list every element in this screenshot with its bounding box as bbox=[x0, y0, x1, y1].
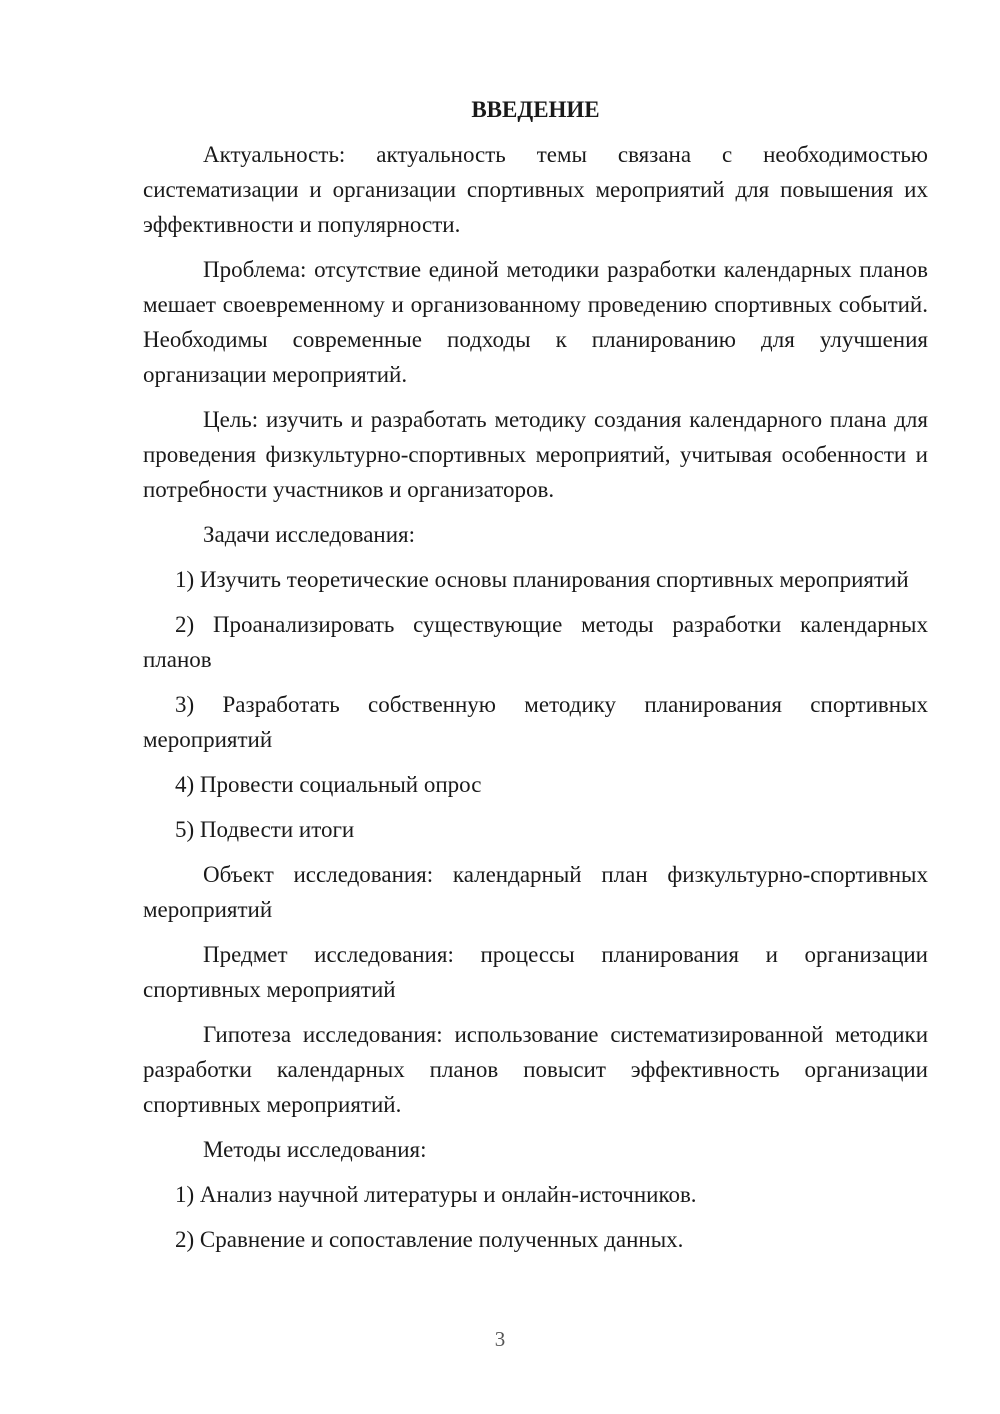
page-number: 3 bbox=[494, 1327, 506, 1351]
task-item: 1) Изучить теоретические основы планирования спортивных мероприятий bbox=[175, 567, 909, 592]
paragraph-hypothesis: Гипотеза исследования: использование систематизированной методики разработки календарных планов повысит эффективность организации спортивных мероприятий. bbox=[143, 1022, 928, 1117]
paragraph-methods-intro: Методы исследования: bbox=[203, 1137, 427, 1162]
paragraph-tasks-intro: Задачи исследования: bbox=[203, 522, 416, 547]
paragraph-goal: Цель: изучить и разработать методику создания календарного плана для проведения физкультурно-спортивных мероприятий, учитывая особенности и потребности участников и организаторов. bbox=[143, 407, 928, 502]
paragraph-subject: Предмет исследования: процессы планирования и организации спортивных мероприятий bbox=[143, 942, 928, 1002]
paragraph-object: Объект исследования: календарный план физкультурно-спортивных мероприятий bbox=[143, 862, 928, 922]
paragraph-problem: Проблема: отсутствие единой методики разработки календарных планов мешает своевременному и организованному проведению спортивных событий. Необходимы современные подходы к планированию для улучшения организации мероприятий. bbox=[143, 257, 928, 387]
task-item: 5) Подвести итоги bbox=[175, 817, 355, 842]
task-item: 3) Разработать собственную методику планирования спортивных мероприятий bbox=[143, 692, 928, 752]
task-item: 2) Проанализировать существующие методы разработки календарных планов bbox=[143, 612, 928, 672]
task-item: 4) Провести социальный опрос bbox=[175, 772, 482, 797]
section-heading: ВВЕДЕНИЕ bbox=[471, 97, 600, 122]
paragraph-relevance: Актуальность: актуальность темы связана с необходимостью систематизации и организации спортивных мероприятий для повышения их эффективности и популярности. bbox=[143, 142, 928, 237]
method-item: 1) Анализ научной литературы и онлайн-источников. bbox=[175, 1182, 697, 1207]
document-page bbox=[143, 92, 928, 1267]
method-item: 2) Сравнение и сопоставление полученных данных. bbox=[175, 1227, 684, 1252]
